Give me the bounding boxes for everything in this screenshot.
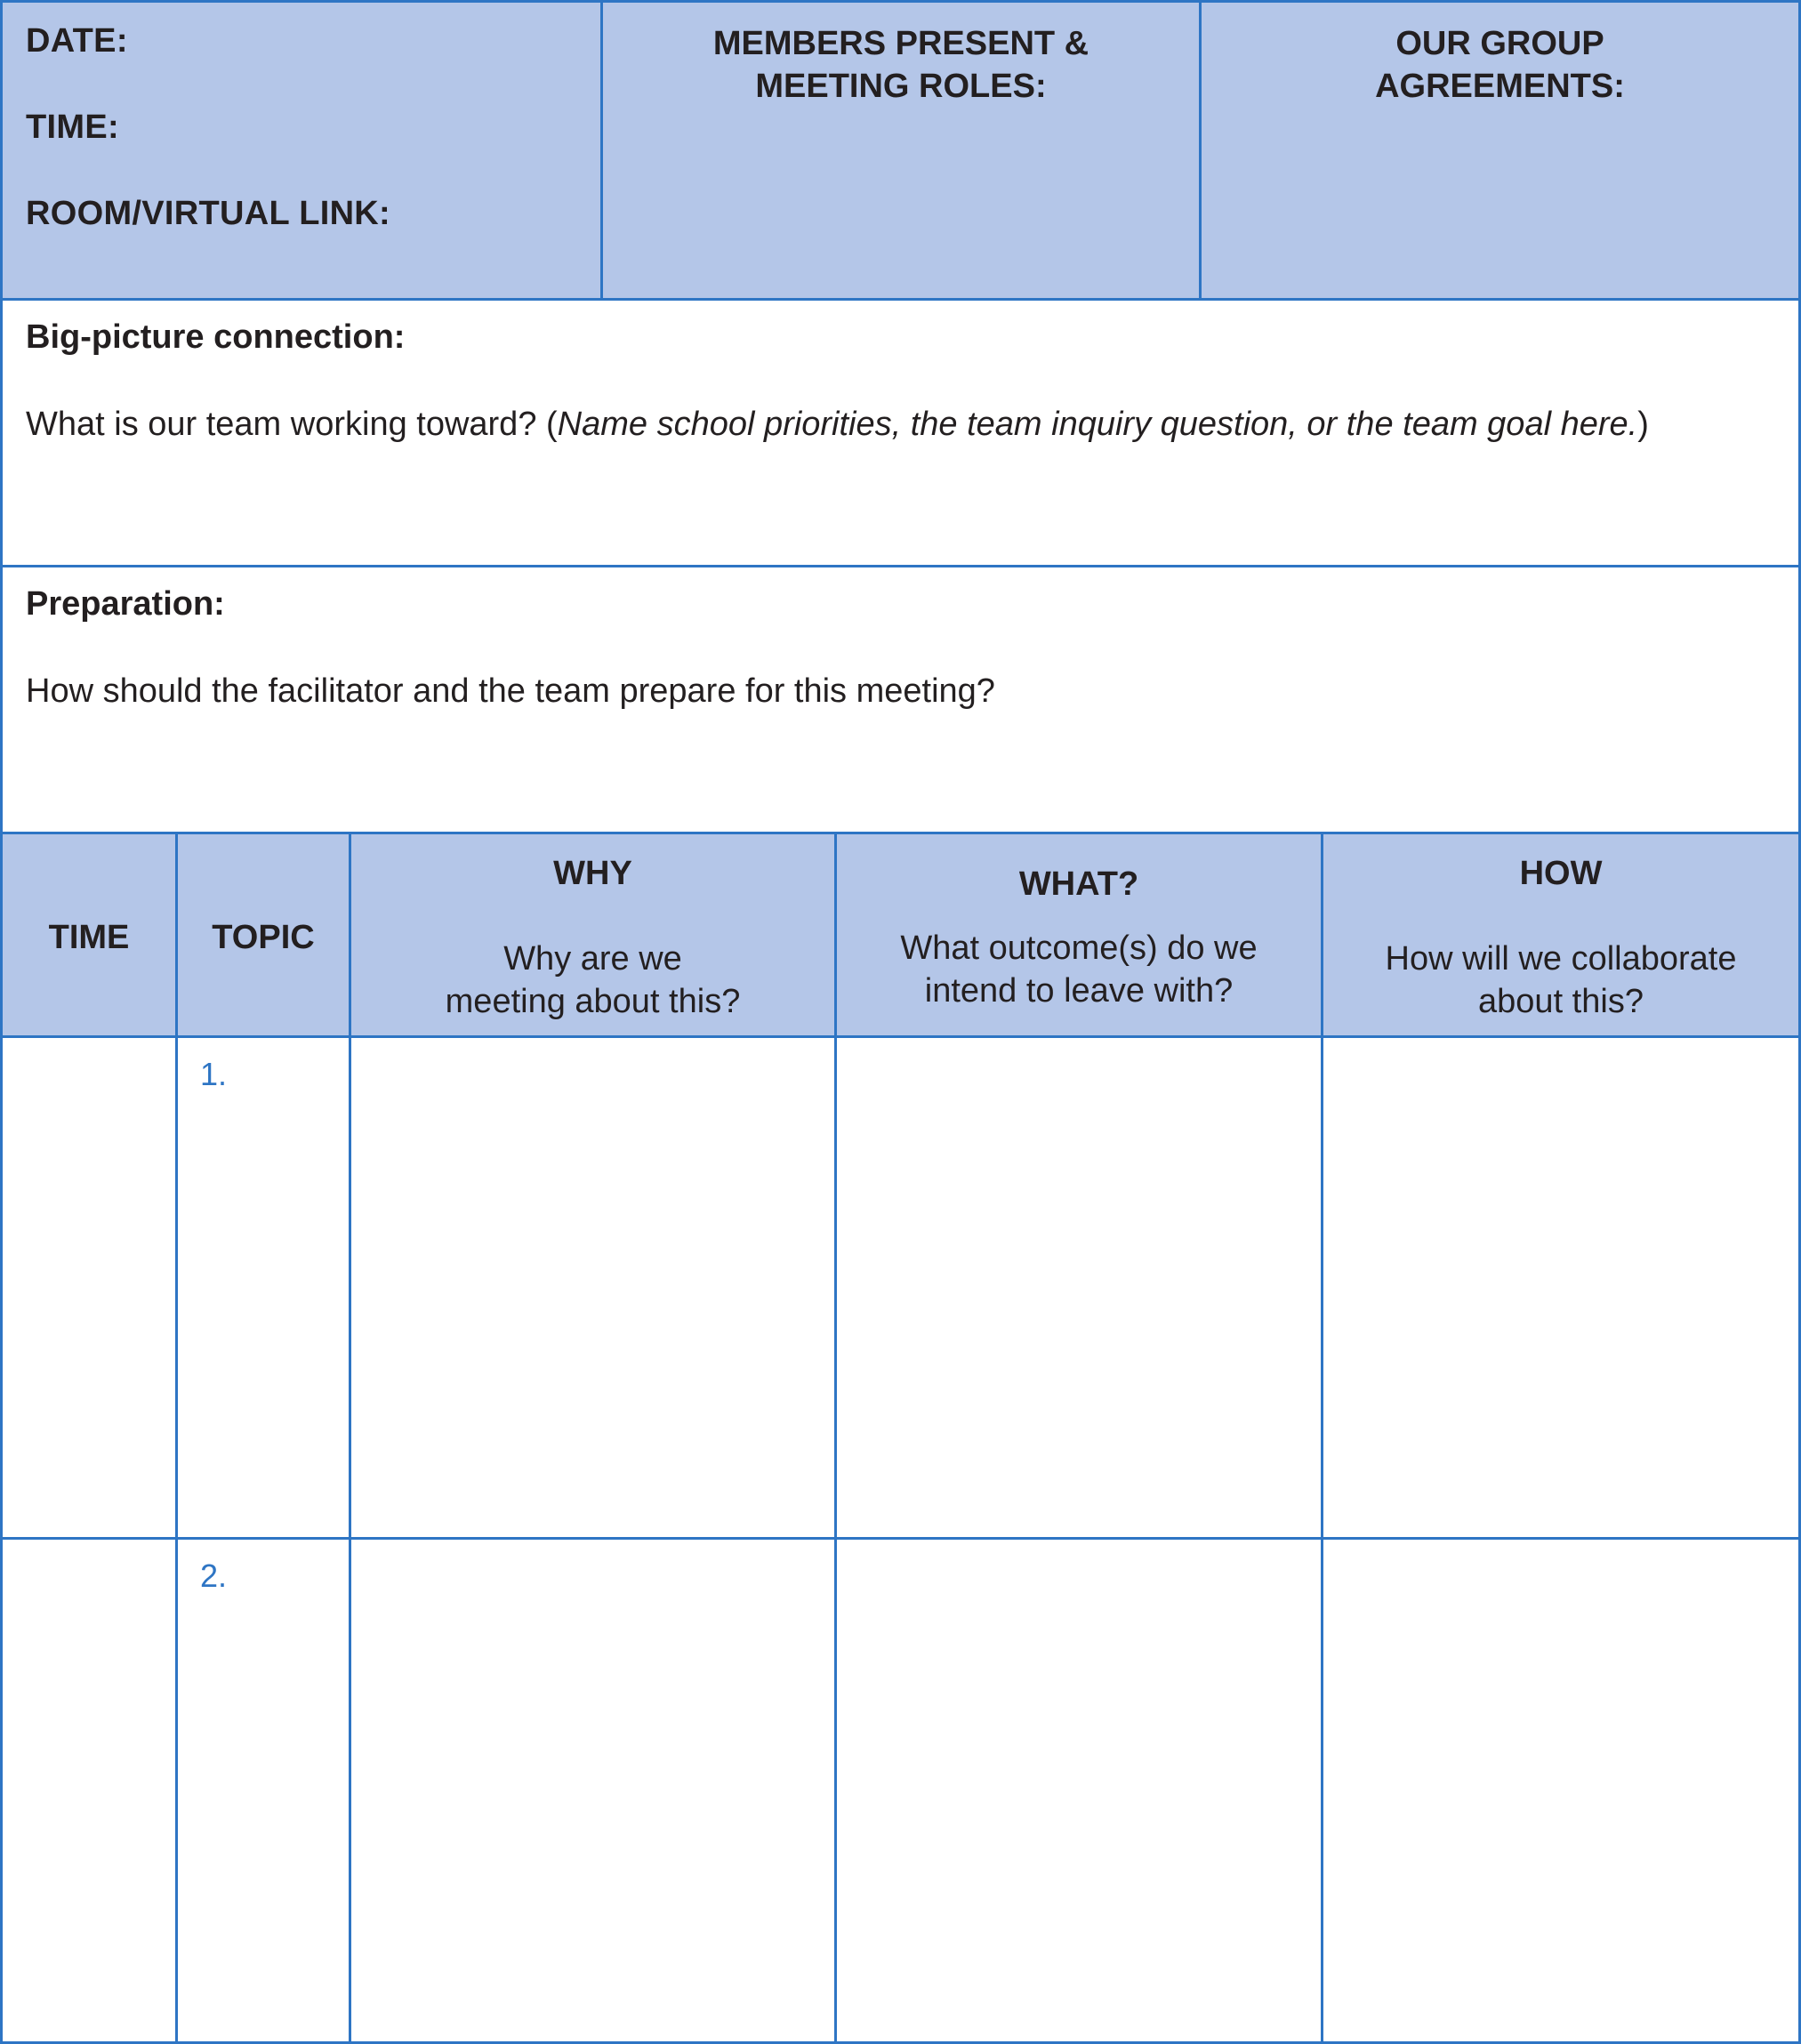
row-2-topic-cell[interactable] — [175, 1537, 351, 2044]
big-picture-question — [26, 406, 1649, 444]
what-header-title: WHAT? — [1018, 865, 1139, 903]
row-2-number: 2. — [200, 1557, 228, 1594]
members-roles-line1: MEMBERS PRESENT & — [712, 25, 1089, 62]
what-column-header — [834, 832, 1323, 1038]
preparation-question: How should the facilitator and the team prepare for this meeting? — [26, 672, 995, 710]
what-header-subtitle — [837, 927, 1321, 1012]
row-2-how-cell[interactable] — [1321, 1537, 1801, 2044]
members-roles-line2: MEETING ROLES: — [755, 68, 1047, 105]
row-1-topic-cell[interactable] — [175, 1035, 351, 1540]
members-roles-heading — [603, 22, 1199, 108]
preparation-heading: Preparation: — [26, 585, 225, 623]
big-picture-heading: Big-picture connection: — [26, 318, 406, 356]
row-2-time-cell[interactable] — [0, 1537, 178, 2044]
group-agreements-heading — [1202, 22, 1798, 108]
group-agreements-line1: OUR GROUP — [1395, 25, 1604, 62]
group-agreements-line2: AGREEMENTS: — [1375, 68, 1625, 105]
row-1-how-cell[interactable] — [1321, 1035, 1801, 1540]
big-picture-question-italic: Name school priorities, the team inquiry question, or the team goal here. — [557, 406, 1638, 443]
members-roles-cell — [600, 0, 1202, 301]
how-subtitle-line1: How will we collaborate — [1385, 940, 1737, 978]
row-2-why-cell[interactable] — [349, 1537, 837, 2044]
time-label: TIME: — [26, 109, 119, 146]
how-header-title: HOW — [1519, 855, 1603, 892]
big-picture-cell — [0, 298, 1801, 567]
why-subtitle-line2: meeting about this? — [445, 983, 741, 1020]
row-1-why-cell[interactable] — [349, 1035, 837, 1540]
topic-column-header — [175, 832, 351, 1038]
what-subtitle-line1: What outcome(s) do we — [900, 929, 1258, 967]
big-picture-question-suffix: ) — [1637, 406, 1649, 443]
how-header-subtitle — [1323, 938, 1798, 1023]
preparation-cell — [0, 565, 1801, 834]
row-1-time-cell[interactable] — [0, 1035, 178, 1540]
row-1-what-cell[interactable] — [834, 1035, 1323, 1540]
row-2-what-cell[interactable] — [834, 1537, 1323, 2044]
date-time-room-cell — [0, 0, 603, 301]
what-subtitle-line2: intend to leave with? — [924, 972, 1234, 1010]
date-label: DATE: — [26, 22, 128, 60]
big-picture-question-prefix: What is our team working toward? ( — [26, 406, 558, 443]
time-column-header — [0, 832, 178, 1038]
how-subtitle-line2: about this? — [1478, 983, 1644, 1020]
why-subtitle-line1: Why are we — [503, 940, 682, 978]
group-agreements-cell — [1199, 0, 1801, 301]
why-header-title: WHY — [553, 855, 632, 892]
how-column-header — [1321, 832, 1801, 1038]
room-virtual-link-label: ROOM/VIRTUAL LINK: — [26, 195, 391, 232]
why-header-subtitle — [351, 938, 834, 1023]
time-header-label: TIME — [48, 919, 130, 956]
why-column-header — [349, 832, 837, 1038]
row-1-number: 1. — [200, 1056, 228, 1092]
topic-header-label: TOPIC — [212, 919, 315, 956]
